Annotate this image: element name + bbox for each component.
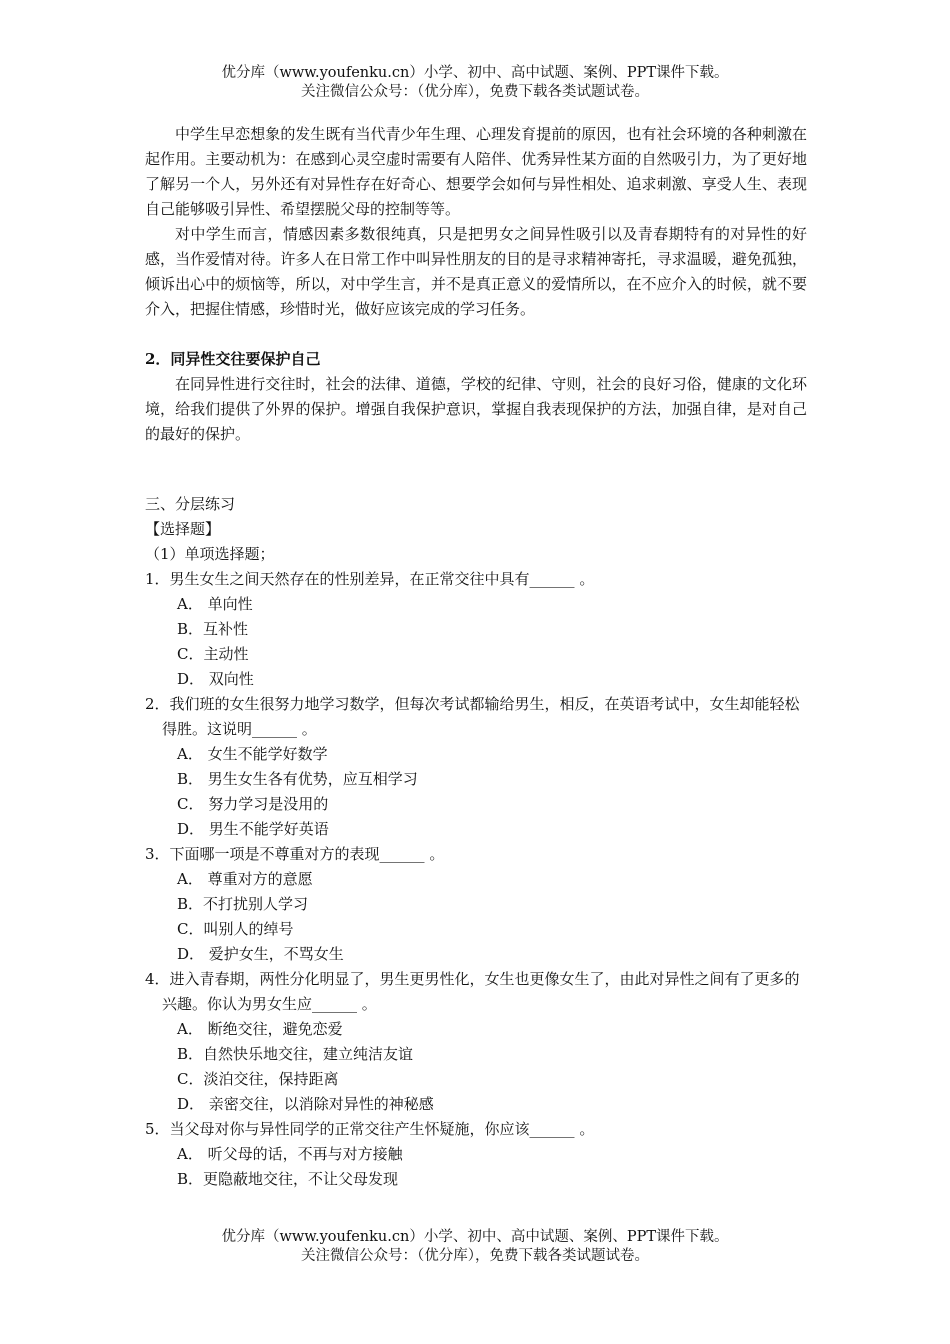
option: B．更隐蔽地交往，不让父母发现 xyxy=(177,1170,399,1188)
question-stem: 3．下面哪一项是不尊重对方的表现______ 。 xyxy=(145,845,445,863)
option: C．淡泊交往，保持距离 xyxy=(177,1070,339,1088)
question-sub-label: （1）单项选择题； xyxy=(145,545,275,563)
option: D． 男生不能学好英语 xyxy=(177,820,329,838)
option: C． 努力学习是没用的 xyxy=(177,795,329,813)
question-3 xyxy=(145,842,807,967)
option: D． 双向性 xyxy=(177,670,254,688)
option: A． 女生不能学好数学 xyxy=(177,745,328,763)
option: C．主动性 xyxy=(177,645,249,663)
practice-title: 三、分层练习 xyxy=(145,495,236,513)
option: D． 亲密交往，以消除对异性的神秘感 xyxy=(177,1095,434,1113)
header-line-2: 关注微信公众号：（优分库），免费下载各类试题试卷。 xyxy=(301,84,649,100)
question-stem: 1．男生女生之间天然存在的性别差异，在正常交往中具有______ 。 xyxy=(145,570,595,588)
question-2 xyxy=(145,692,807,842)
header-line-1: 优分库（www.youfenku.cn）小学、初中、高中试题、案例、PPT课件下载。 xyxy=(221,65,729,81)
option: A． 单向性 xyxy=(177,595,253,613)
question-stem: 2．我们班的女生很努力地学习数学，但每次考试都输给男生，相反，在英语考试中，女生却能轻松得胜。这说明______ 。 xyxy=(145,695,800,738)
option: C．叫别人的绰号 xyxy=(177,920,294,938)
question-5 xyxy=(145,1117,807,1192)
option: B． 男生女生各有优势，应互相学习 xyxy=(177,770,418,788)
question-type-label: 【选择题】 xyxy=(145,520,221,538)
option: A． 尊重对方的意愿 xyxy=(177,870,313,888)
question-1 xyxy=(145,567,807,692)
option: B．不打扰别人学习 xyxy=(177,895,309,913)
paragraph-protect: 在同异性进行交往时，社会的法律、道德，学校的纪律、守则，社会的良好习俗，健康的文化环境，给我们提供了外界的保护。增强自我保护意识，掌握自我表现保护的方法，加强自律，是对自己的最好的保护。 xyxy=(145,375,807,443)
option: A． 听父母的话，不再与对方接触 xyxy=(177,1145,403,1163)
option: D． 爱护女生，不骂女生 xyxy=(177,945,344,963)
question-stem: 4．进入青春期，两性分化明显了，男生更男性化，女生也更像女生了，由此对异性之间有了更多的兴趣。你认为男女生应______ 。 xyxy=(145,970,800,1013)
page-footer xyxy=(0,1228,950,1266)
question-4 xyxy=(145,967,807,1117)
footer-line-2: 关注微信公众号：（优分库），免费下载各类试题试卷。 xyxy=(301,1248,649,1264)
document-body xyxy=(145,122,807,1192)
page-header xyxy=(0,64,950,102)
option: A． 断绝交往，避免恋爱 xyxy=(177,1020,343,1038)
option: B．自然快乐地交往，建立纯洁友谊 xyxy=(177,1045,414,1063)
footer-line-1: 优分库（www.youfenku.cn）小学、初中、高中试题、案例、PPT课件下载。 xyxy=(221,1229,729,1245)
question-stem: 5．当父母对你与异性同学的正常交往产生怀疑施，你应该______ 。 xyxy=(145,1120,595,1138)
option: B．互补性 xyxy=(177,620,249,638)
paragraph-feelings: 对中学生而言，情感因素多数很纯真，只是把男女之间异性吸引以及青春期特有的对异性的好感，当作爱情对待。许多人在日常工作中叫异性朋友的目的是寻求精神寄托，寻求温暖，避免孤独，倾诉出心中的烦恼等，所以，对中学生言，并不是真正意义的爱情所以，在不应介入的时候，就不要介入，把握住情感，珍惜时光，做好应该完成的学习任务。 xyxy=(145,225,807,318)
section-heading-protect: 2．同异性交往要保护自己 xyxy=(145,350,321,368)
paragraph-motives: 中学生早恋想象的发生既有当代青少年生理、心理发育提前的原因，也有社会环境的各种刺激在起作用。主要动机为：在感到心灵空虚时需要有人陪伴、优秀异性某方面的自然吸引力，为了更好地了解另一个人，另外还有对异性存在好奇心、想要学会如何与异性相处、追求刺激、享受人生、表现自己能够吸引异性、希望摆脱父母的控制等等。 xyxy=(145,125,807,218)
